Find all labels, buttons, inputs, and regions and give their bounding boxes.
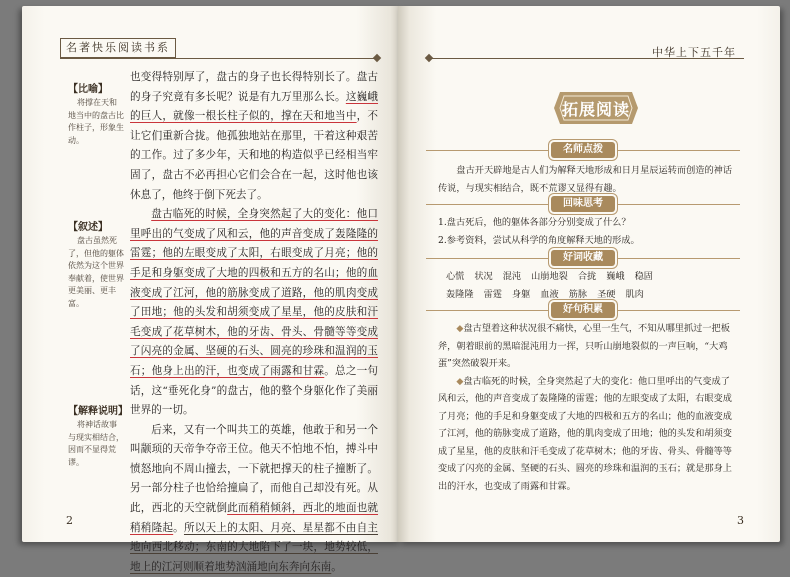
vocab-word: 稳固 xyxy=(634,271,653,282)
section-title: 好词收藏 xyxy=(551,250,615,266)
paragraph xyxy=(130,205,378,421)
good-sentence: ◆盘古临死的时候，全身突然起了大的变化：他口里呼出的气变成了风和云，他的声音变成了轰隆隆的雷霆；他的左眼变成了太阳，右眼变成了月亮；他的手足和身躯变成了大地的四极和五方的名山；他的血液变成了江河，他的筋脉变成了道路，他的肌肉变成了田地；他的头发和胡须变成了星星，他的皮肤和汗毛变成了花草树木；他的牙齿、骨头、骨髓等等变成了闪亮的金属、坚硬的石头、圆亮的珍珠和温润的玉石；就是那身上出的汗水，也变成了雨露和甘霖。 xyxy=(438,375,732,492)
vocab-word: 筋脉 xyxy=(568,288,588,300)
underlined-text: 这巍峨的巨人，就像一根长柱子似的，撑在天和地当中 xyxy=(130,90,379,123)
section-head-vocab xyxy=(426,250,740,266)
book-title: 中华上下五千年 xyxy=(652,46,736,59)
vocab-word: 圣硬 xyxy=(597,288,616,300)
note-text: 将神话故事与现实相结合，因而不显得荒谬。 xyxy=(68,420,124,467)
vocab-word: 轰隆隆 xyxy=(446,288,474,300)
right-page xyxy=(398,6,780,542)
vocab-row xyxy=(446,286,738,304)
side-note-narration xyxy=(68,218,124,310)
note-text: 盘古虽然死了，但他的躯体依然为这个世界奉献着，使世界更美丽、更丰富。 xyxy=(68,236,124,308)
vocab-word: 血液 xyxy=(540,288,559,300)
teacher-tip-text: 盘古开天辟地是古人们为解释天地形成和日月星辰运转而创造的神话传说，与现实相结合，既不荒谬又显得有趣。 xyxy=(438,165,733,194)
main-text xyxy=(130,68,378,577)
underlined-text: 所以天上的太阳、月亮、星星都不由自主地向西北移动；东南的大地陷下了一块，地势较低，地上的江河则顺着地势汹涌地向东奔向东南 xyxy=(130,521,379,573)
section-head-review xyxy=(426,196,740,212)
header-rule xyxy=(60,58,380,59)
header-rule xyxy=(426,58,744,59)
paragraph xyxy=(130,421,378,577)
page-number-left: 2 xyxy=(66,514,73,527)
open-book xyxy=(22,6,780,573)
vocab-word: 合拢 xyxy=(577,271,597,282)
series-title: 名著快乐阅读书系 xyxy=(60,38,176,58)
sentences-body xyxy=(438,320,738,495)
extended-reading-banner xyxy=(554,88,638,128)
page-number-right: 3 xyxy=(737,514,744,527)
vocab-word: 心慌 xyxy=(446,271,465,282)
note-tag: 【比喻】 xyxy=(68,84,108,95)
good-sentence: ◆盘古望着这种状况很不痛快，心里一生气，不知从哪里抓过一把板斧，朝着眼前的黑暗混沌用力一挥，只听山崩地裂似的一声巨响，“大鸡蛋”突然破裂开来。 xyxy=(438,323,730,369)
vocab-word: 身躯 xyxy=(511,288,531,300)
underlined-text: 盘古临死的时候，全身突然起了大的变化：他口里呼出的气变成了风和云，他的声音变成了轰隆隆的雷霆；他的左眼变成了太阳，右眼变成了月亮；他的手足和身躯变成了大地的四极和五方的名山；他的血液变成了江河，他的筋脉变成了道路，他的肌肉变成了田地；他的头发和胡须变成了星星，他的皮肤和汗毛变成了花草树木，他的牙齿、骨头、骨髓等等变成了闪亮的金属、坚硬的石头、圆亮的珍珠和温润的玉石；他身上出的汗，也变成了雨露和甘霖 xyxy=(130,208,378,377)
text-run: 。 xyxy=(331,560,342,573)
vocab-word: 肌肉 xyxy=(625,288,644,300)
review-question: 1.盘古死后，他的躯体各部分分别变成了什么？ xyxy=(438,217,631,228)
review-body xyxy=(438,214,738,249)
text-run: 。 xyxy=(173,521,184,534)
text-run: 。总之一句话，这“垂死化身”的盘古，他的整个身躯化作了美丽世界的一切。 xyxy=(130,364,379,417)
side-note-explanation xyxy=(68,402,128,469)
section-head-sentences xyxy=(426,302,740,318)
note-text: 将撑在天和地当中的盘古比作柱子，形象生动。 xyxy=(68,98,124,145)
side-note-metaphor xyxy=(68,80,124,147)
note-tag: 【解释说明】 xyxy=(68,406,128,417)
paragraph xyxy=(130,68,378,205)
vocab-word: 山崩地裂 xyxy=(531,271,568,282)
vocab-word: 状况 xyxy=(474,271,493,282)
vocab-body xyxy=(438,268,738,303)
section-head-teacher-tip xyxy=(426,142,740,158)
text-run: 后来，又有一个叫共工的英雄，他敢于和另一个叫颛顼的天帝争夺帝王位。他天不怕地不怕，搏斗中愤怒地向不周山撞去，一下就把撑天的柱子撞断了。另一部分柱子也恰给撞扁了，而他自己却没有死。从此，西北的天空就倒 xyxy=(130,423,378,515)
vocab-word: 巍峨 xyxy=(606,271,625,282)
section-title: 回味思考 xyxy=(551,196,615,212)
diamond-bullet-icon: ◆ xyxy=(456,375,464,387)
vocab-row xyxy=(446,268,738,286)
vocab-word: 雷霆 xyxy=(483,288,502,300)
section-title: 名师点拨 xyxy=(551,142,615,158)
text-run: 也变得特别厚了，盘古的身子也长得特别长了。盘古的身子究竟有多长呢？说是有九万里那么长。 xyxy=(130,71,378,103)
teacher-tip-body xyxy=(438,162,738,197)
left-page xyxy=(22,6,402,573)
note-tag: 【叙述】 xyxy=(68,222,108,233)
vocab-word: 混沌 xyxy=(502,271,522,282)
section-title: 好句积累 xyxy=(551,302,615,318)
review-question: 2.参考资料，尝试从科学的角度解释天地的形成。 xyxy=(438,234,640,246)
diamond-bullet-icon: ◆ xyxy=(456,323,464,334)
text-run: ，不让它们重新合拢。他孤独地站在那里，干着这种艰苦的工作。过了多少年，天和地的构造似乎已经相当牢固了，盘古不必再担心它们会合在一起，这时他也该休息了，他终于倒下死去了。 xyxy=(130,110,379,201)
banner-title: 拓展阅读 xyxy=(561,100,630,119)
underlined-text: 此而稍稍倾斜，西北的地面也就稍稍隆起 xyxy=(130,502,379,534)
